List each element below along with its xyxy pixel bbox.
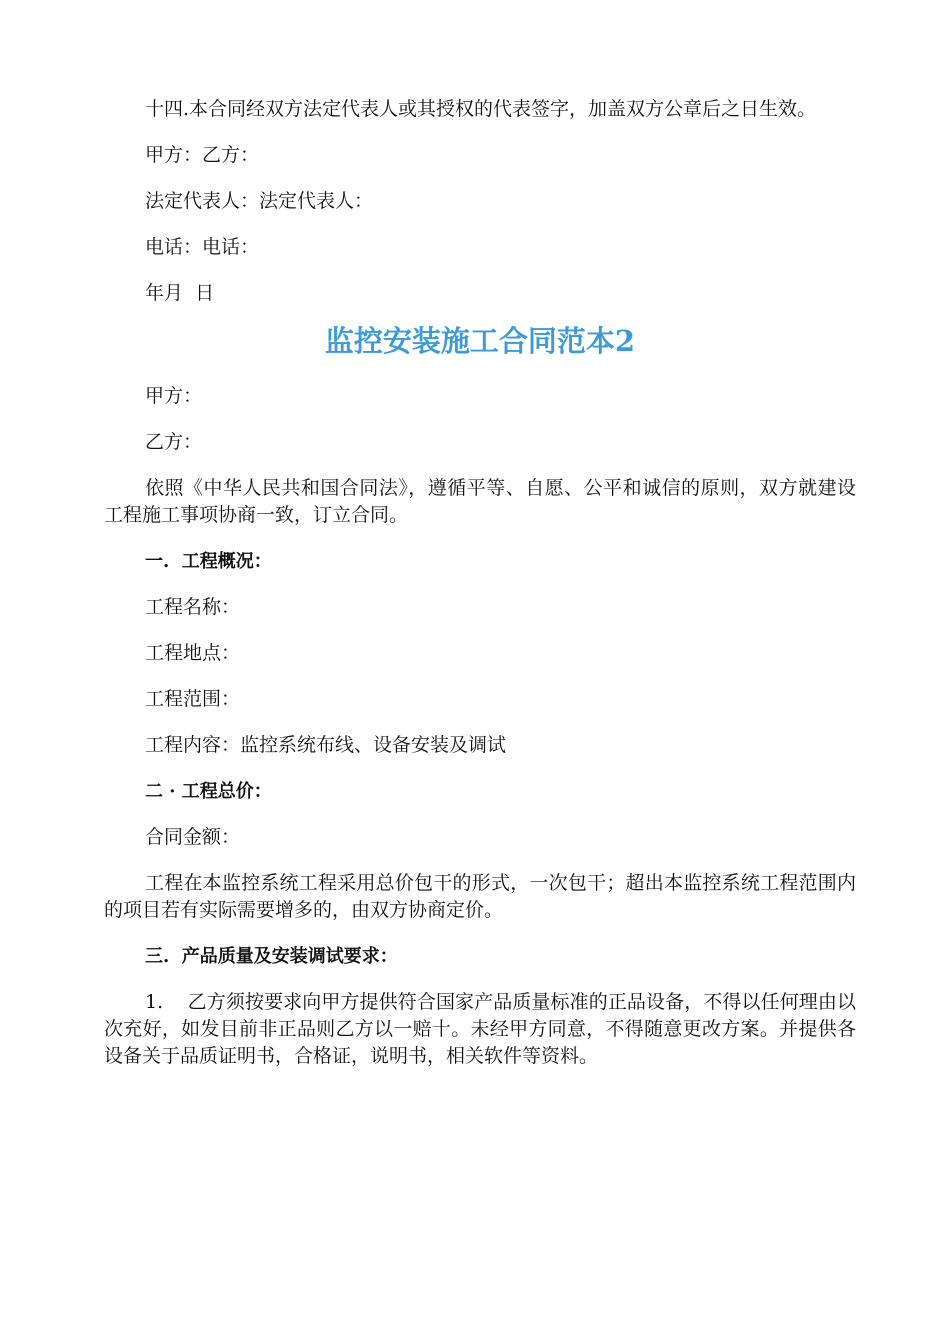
project-name: 工程名称： (145, 596, 241, 618)
section-1-heading: 一. 工程概况： (145, 551, 272, 572)
signature-legal-representative: 法定代表人：法定代表人： (145, 190, 374, 212)
quality-item-1: 1. 乙方须按要求向甲方提供符合国家产品质量标准的正品设备，不得以任何理由以次充好，如发目前非正品则乙方以一赔十。未经甲方同意，不得随意更改方案。并提供各设备关于品质证明书，合格证，说明书，相关软件等资料。 (104, 991, 856, 1067)
contract-amount: 合同金额： (145, 826, 241, 848)
signature-phone: 电话：电话： (145, 236, 260, 258)
pricing-clause: 工程在本监控系统工程采用总价包干的形式，一次包干；超出本监控系统工程范围内的项目若有实际需要增多的，由双方协商定价。 (104, 872, 856, 921)
party-a: 甲方： (145, 385, 203, 407)
clause-14: 十四.本合同经双方法定代表人或其授权的代表签字，加盖双方公章后之日生效。 (145, 98, 817, 120)
signature-date: 年月 日 (145, 282, 215, 304)
section-2-heading: 二 · 工程总价： (145, 781, 272, 802)
document-page (104, 96, 856, 1070)
preamble: 依照《中华人民共和国合同法》，遵循平等、自愿、公平和诚信的原则，双方就建设工程施工事项协商一致，订立合同。 (104, 477, 856, 526)
signature-parties: 甲方：乙方： (145, 144, 260, 166)
section-3-heading: 三. 产品质量及安装调试要求： (145, 946, 398, 967)
party-b: 乙方： (145, 431, 203, 453)
document-title: 监控安装施工合同范本2 (324, 324, 636, 358)
project-scope: 工程范围： (145, 688, 241, 710)
project-content: 工程内容：监控系统布线、设备安装及调试 (145, 734, 507, 756)
project-location: 工程地点： (145, 642, 241, 664)
